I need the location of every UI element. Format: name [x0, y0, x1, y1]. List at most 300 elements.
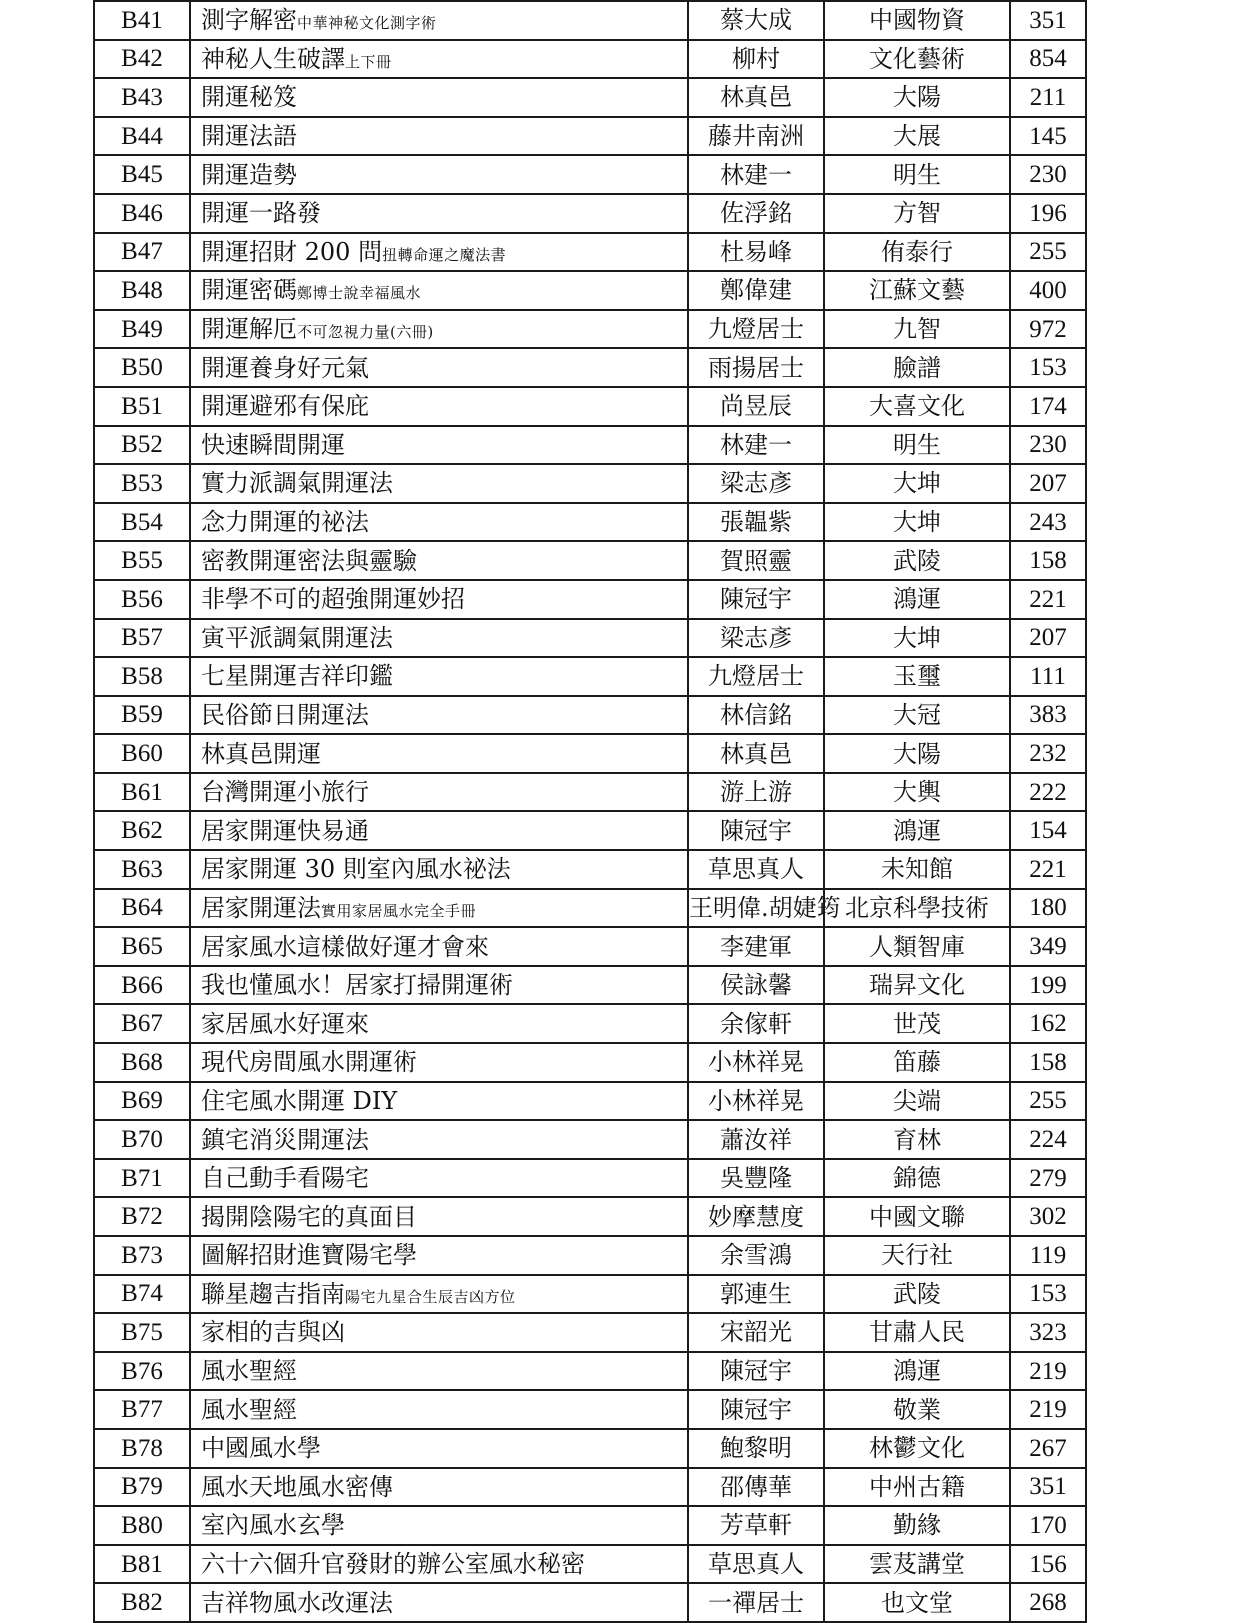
- book-code-cell: B77: [94, 1390, 190, 1429]
- book-author-cell: 鮑黎明: [688, 1429, 824, 1468]
- book-price-cell: 170: [1010, 1506, 1086, 1545]
- book-title-cell: [190, 657, 688, 696]
- book-publisher-cell: 大冠: [824, 696, 1010, 735]
- book-title: 居家開運快易通: [201, 816, 369, 845]
- book-title: 開運秘笈: [201, 83, 297, 112]
- book-author-cell: 蔡大成: [688, 1, 824, 40]
- book-price-cell: 219: [1010, 1352, 1086, 1391]
- book-price-cell: 222: [1010, 773, 1086, 812]
- book-subtitle: 扭轉命運之魔法書: [382, 245, 507, 264]
- book-code-cell: B76: [94, 1352, 190, 1391]
- book-price-cell: 230: [1010, 155, 1086, 194]
- book-title-cell: [190, 310, 688, 349]
- book-publisher-cell: 武陵: [824, 1275, 1010, 1314]
- table-row: [94, 811, 1086, 850]
- book-code-cell: B71: [94, 1159, 190, 1198]
- book-publisher-cell: 世茂: [824, 1004, 1010, 1043]
- book-title: 風水聖經: [201, 1395, 297, 1424]
- book-title-cell: [190, 155, 688, 194]
- book-author-cell: 妙摩慧度: [688, 1197, 824, 1236]
- book-code-cell: B43: [94, 78, 190, 117]
- book-title: 開運招財 200 問: [201, 237, 383, 266]
- book-title: 民俗節日開運法: [201, 700, 369, 729]
- book-code-cell: B64: [94, 889, 190, 928]
- book-publisher-cell: 大坤: [824, 464, 1010, 503]
- book-author-cell: 九燈居士: [688, 657, 824, 696]
- book-publisher-cell: 未知館: [824, 850, 1010, 889]
- book-author-cell: 余雪鴻: [688, 1236, 824, 1275]
- book-title: 吉祥物風水改運法: [201, 1588, 393, 1617]
- book-price-cell: 153: [1010, 1275, 1086, 1314]
- table-row: [94, 541, 1086, 580]
- book-code-cell: B54: [94, 503, 190, 542]
- book-title: 圖解招財進寶陽宅學: [201, 1241, 417, 1270]
- book-title: 測字解密: [201, 6, 297, 35]
- book-title-cell: [190, 1583, 688, 1622]
- book-title: 居家開運法: [201, 893, 321, 922]
- book-author-cell: 林建一: [688, 155, 824, 194]
- book-title-cell: [190, 1159, 688, 1198]
- table-row: [94, 233, 1086, 272]
- book-author-cell: 林建一: [688, 426, 824, 465]
- book-author-cell: 雨揚居士: [688, 348, 824, 387]
- book-price-cell: 180: [1010, 889, 1086, 928]
- book-title-cell: [190, 1275, 688, 1314]
- book-code-cell: B41: [94, 1, 190, 40]
- book-code-cell: B48: [94, 271, 190, 310]
- book-title-cell: [190, 194, 688, 233]
- book-title-cell: [190, 1468, 688, 1507]
- table-row: [94, 271, 1086, 310]
- book-author-cell: 侯詠馨: [688, 966, 824, 1005]
- book-title-cell: [190, 1352, 688, 1391]
- book-author-cell: 王明偉.胡婕筠: [688, 889, 824, 928]
- book-title: 聯星趨吉指南: [201, 1279, 345, 1308]
- book-title: 林真邑開運: [201, 739, 321, 768]
- book-title-cell: [190, 1004, 688, 1043]
- book-code-cell: B66: [94, 966, 190, 1005]
- book-title-cell: [190, 464, 688, 503]
- book-price-cell: 158: [1010, 1043, 1086, 1082]
- book-code-cell: B80: [94, 1506, 190, 1545]
- table-row: [94, 1275, 1086, 1314]
- table-row: [94, 927, 1086, 966]
- book-publisher-cell: 侑泰行: [824, 233, 1010, 272]
- table-row: [94, 1120, 1086, 1159]
- book-title: 揭開陰陽宅的真面目: [201, 1202, 417, 1231]
- book-title: 開運造勢: [201, 160, 297, 189]
- book-list-table: [93, 0, 1087, 1623]
- book-code-cell: B53: [94, 464, 190, 503]
- book-author-cell: 吳豐隆: [688, 1159, 824, 1198]
- book-price-cell: 400: [1010, 271, 1086, 310]
- book-title-cell: [190, 889, 688, 928]
- book-title-cell: [190, 773, 688, 812]
- table-row: [94, 1352, 1086, 1391]
- table-row: [94, 580, 1086, 619]
- book-publisher-cell: 人類智庫: [824, 927, 1010, 966]
- table-row: [94, 1043, 1086, 1082]
- book-subtitle: 不可忽視力量(六冊): [297, 323, 434, 342]
- book-title-cell: [190, 387, 688, 426]
- book-title-cell: [190, 1545, 688, 1584]
- book-author-cell: 藤井南洲: [688, 117, 824, 156]
- book-title: 開運法語: [201, 122, 297, 151]
- book-price-cell: 972: [1010, 310, 1086, 349]
- book-author-cell: 游上游: [688, 773, 824, 812]
- book-publisher-cell: 鴻運: [824, 580, 1010, 619]
- book-publisher-cell: 笛藤: [824, 1043, 1010, 1082]
- book-code-cell: B55: [94, 541, 190, 580]
- table-row: [94, 773, 1086, 812]
- book-price-cell: 219: [1010, 1390, 1086, 1429]
- table-row: [94, 194, 1086, 233]
- book-title: 開運避邪有保庇: [201, 392, 369, 421]
- table-row: [94, 734, 1086, 773]
- book-price-cell: 268: [1010, 1583, 1086, 1622]
- book-publisher-cell: 大展: [824, 117, 1010, 156]
- table-row: [94, 696, 1086, 735]
- book-code-cell: B79: [94, 1468, 190, 1507]
- book-price-cell: 255: [1010, 1082, 1086, 1121]
- book-publisher-cell: 江蘇文藝: [824, 271, 1010, 310]
- book-code-cell: B61: [94, 773, 190, 812]
- book-price-cell: 174: [1010, 387, 1086, 426]
- book-title-cell: [190, 850, 688, 889]
- book-title: 居家開運 30 則室內風水祕法: [201, 855, 511, 884]
- table-row: [94, 1236, 1086, 1275]
- book-price-cell: 154: [1010, 811, 1086, 850]
- table-row: [94, 1, 1086, 40]
- table-row: [94, 1468, 1086, 1507]
- book-code-cell: B73: [94, 1236, 190, 1275]
- table-row: [94, 850, 1086, 889]
- book-code-cell: B81: [94, 1545, 190, 1584]
- book-author-cell: 林真邑: [688, 78, 824, 117]
- book-title: 現代房間風水開運術: [201, 1048, 417, 1077]
- book-title: 密教開運密法與靈驗: [201, 546, 417, 575]
- book-publisher-cell: 文化藝術: [824, 40, 1010, 79]
- table-row: [94, 310, 1086, 349]
- book-code-cell: B59: [94, 696, 190, 735]
- book-author-cell: 小林祥晃: [688, 1082, 824, 1121]
- book-price-cell: 207: [1010, 619, 1086, 658]
- book-title-cell: [190, 1120, 688, 1159]
- book-author-cell: 鄭偉建: [688, 271, 824, 310]
- book-title: 開運密碼: [201, 276, 297, 305]
- book-price-cell: 351: [1010, 1468, 1086, 1507]
- book-title-cell: [190, 78, 688, 117]
- table-row: [94, 889, 1086, 928]
- book-title: 寅平派調氣開運法: [201, 623, 393, 652]
- book-price-cell: 351: [1010, 1, 1086, 40]
- book-publisher-cell: 甘肅人民: [824, 1313, 1010, 1352]
- book-subtitle: 鄭博士說幸福風水: [297, 284, 422, 303]
- table-row: [94, 1583, 1086, 1622]
- book-publisher-cell: 大輿: [824, 773, 1010, 812]
- book-publisher-cell: 明生: [824, 155, 1010, 194]
- book-title: 快速瞬間開運: [201, 430, 345, 459]
- book-title-cell: [190, 117, 688, 156]
- book-title: 風水天地風水密傳: [201, 1472, 393, 1501]
- book-title-cell: [190, 1429, 688, 1468]
- book-publisher-cell: 大喜文化: [824, 387, 1010, 426]
- book-list-body: [94, 1, 1086, 1622]
- book-title-cell: [190, 696, 688, 735]
- book-price-cell: 854: [1010, 40, 1086, 79]
- book-code-cell: B46: [94, 194, 190, 233]
- book-price-cell: 145: [1010, 117, 1086, 156]
- book-author-cell: 小林祥晃: [688, 1043, 824, 1082]
- book-author-cell: 林真邑: [688, 734, 824, 773]
- book-price-cell: 158: [1010, 541, 1086, 580]
- table-row: [94, 1313, 1086, 1352]
- book-title-cell: [190, 40, 688, 79]
- book-publisher-cell: 中國文聯: [824, 1197, 1010, 1236]
- book-author-cell: 陳冠宇: [688, 580, 824, 619]
- book-code-cell: B82: [94, 1583, 190, 1622]
- table-row: [94, 348, 1086, 387]
- book-author-cell: 陳冠宇: [688, 1390, 824, 1429]
- book-publisher-cell: 林鬱文化: [824, 1429, 1010, 1468]
- book-price-cell: 267: [1010, 1429, 1086, 1468]
- table-row: [94, 464, 1086, 503]
- book-author-cell: 宋韶光: [688, 1313, 824, 1352]
- book-publisher-cell: 也文堂: [824, 1583, 1010, 1622]
- book-title: 自己動手看陽宅: [201, 1164, 369, 1193]
- book-price-cell: 230: [1010, 426, 1086, 465]
- book-title: 我也懂風水！居家打掃開運術: [201, 971, 513, 1000]
- book-publisher-cell: 大陽: [824, 78, 1010, 117]
- book-publisher-cell: 明生: [824, 426, 1010, 465]
- book-publisher-cell: 尖端: [824, 1082, 1010, 1121]
- book-title: 居家風水這樣做好運才會來: [201, 932, 489, 961]
- book-code-cell: B42: [94, 40, 190, 79]
- table-row: [94, 426, 1086, 465]
- book-author-cell: 林信銘: [688, 696, 824, 735]
- book-subtitle: 陽宅九星合生辰吉凶方位: [345, 1287, 516, 1306]
- book-price-cell: 255: [1010, 233, 1086, 272]
- book-author-cell: 郭連生: [688, 1275, 824, 1314]
- table-row: [94, 155, 1086, 194]
- table-row: [94, 40, 1086, 79]
- book-author-cell: 柳村: [688, 40, 824, 79]
- book-price-cell: 279: [1010, 1159, 1086, 1198]
- book-code-cell: B52: [94, 426, 190, 465]
- book-author-cell: 草思真人: [688, 850, 824, 889]
- book-title-cell: [190, 1, 688, 40]
- book-title-cell: [190, 619, 688, 658]
- book-code-cell: B56: [94, 580, 190, 619]
- book-code-cell: B75: [94, 1313, 190, 1352]
- book-title-cell: [190, 426, 688, 465]
- book-author-cell: 杜易峰: [688, 233, 824, 272]
- book-title: 實力派調氣開運法: [201, 469, 393, 498]
- book-author-cell: 草思真人: [688, 1545, 824, 1584]
- book-publisher-cell: 瑞昇文化: [824, 966, 1010, 1005]
- table-row: [94, 1506, 1086, 1545]
- book-code-cell: B47: [94, 233, 190, 272]
- book-code-cell: B65: [94, 927, 190, 966]
- book-subtitle: 上下冊: [345, 52, 392, 71]
- book-price-cell: 119: [1010, 1236, 1086, 1275]
- book-price-cell: 302: [1010, 1197, 1086, 1236]
- book-code-cell: B49: [94, 310, 190, 349]
- book-price-cell: 199: [1010, 966, 1086, 1005]
- table-row: [94, 1082, 1086, 1121]
- book-code-cell: B70: [94, 1120, 190, 1159]
- book-title-cell: [190, 966, 688, 1005]
- book-publisher-cell: 大陽: [824, 734, 1010, 773]
- book-code-cell: B78: [94, 1429, 190, 1468]
- book-price-cell: 221: [1010, 580, 1086, 619]
- book-code-cell: B57: [94, 619, 190, 658]
- book-author-cell: 佐浮銘: [688, 194, 824, 233]
- book-title-cell: [190, 1506, 688, 1545]
- book-code-cell: B45: [94, 155, 190, 194]
- table-row: [94, 117, 1086, 156]
- book-publisher-cell: 鴻運: [824, 811, 1010, 850]
- book-code-cell: B72: [94, 1197, 190, 1236]
- book-price-cell: 243: [1010, 503, 1086, 542]
- table-row: [94, 1545, 1086, 1584]
- book-author-cell: 梁志彥: [688, 619, 824, 658]
- book-publisher-cell: 中國物資: [824, 1, 1010, 40]
- book-publisher-cell: 大坤: [824, 503, 1010, 542]
- book-publisher-cell: 中州古籍: [824, 1468, 1010, 1507]
- book-publisher-cell: 天行社: [824, 1236, 1010, 1275]
- book-price-cell: 323: [1010, 1313, 1086, 1352]
- table-row: [94, 1004, 1086, 1043]
- book-author-cell: 九燈居士: [688, 310, 824, 349]
- book-author-cell: 賀照靈: [688, 541, 824, 580]
- book-title: 開運一路發: [201, 199, 321, 228]
- book-title-cell: [190, 1313, 688, 1352]
- book-subtitle: 實用家居風水完全手冊: [321, 901, 477, 920]
- book-title-cell: [190, 1043, 688, 1082]
- book-price-cell: 111: [1010, 657, 1086, 696]
- table-row: [94, 1390, 1086, 1429]
- book-title-cell: [190, 503, 688, 542]
- book-price-cell: 224: [1010, 1120, 1086, 1159]
- book-price-cell: 207: [1010, 464, 1086, 503]
- book-title-cell: [190, 927, 688, 966]
- book-title-cell: [190, 734, 688, 773]
- book-publisher-cell: 鴻運: [824, 1352, 1010, 1391]
- book-publisher-cell: 勤緣: [824, 1506, 1010, 1545]
- book-code-cell: B68: [94, 1043, 190, 1082]
- book-code-cell: B74: [94, 1275, 190, 1314]
- book-title-cell: [190, 811, 688, 850]
- book-code-cell: B60: [94, 734, 190, 773]
- book-title: 住宅風水開運 DIY: [201, 1086, 398, 1115]
- book-title: 七星開運吉祥印鑑: [201, 662, 393, 691]
- table-row: [94, 1159, 1086, 1198]
- book-price-cell: 349: [1010, 927, 1086, 966]
- book-title: 台灣開運小旅行: [201, 778, 369, 807]
- book-price-cell: 232: [1010, 734, 1086, 773]
- book-price-cell: 162: [1010, 1004, 1086, 1043]
- book-author-cell: 尚昱辰: [688, 387, 824, 426]
- book-title-cell: [190, 1197, 688, 1236]
- book-author-cell: 芳草軒: [688, 1506, 824, 1545]
- table-row: [94, 503, 1086, 542]
- book-publisher-cell: 方智: [824, 194, 1010, 233]
- book-author-cell: 蕭汝祥: [688, 1120, 824, 1159]
- book-publisher-cell: 九智: [824, 310, 1010, 349]
- book-code-cell: B63: [94, 850, 190, 889]
- book-code-cell: B62: [94, 811, 190, 850]
- table-row: [94, 1429, 1086, 1468]
- book-title: 中國風水學: [201, 1434, 321, 1463]
- table-row: [94, 966, 1086, 1005]
- book-code-cell: B67: [94, 1004, 190, 1043]
- book-price-cell: 221: [1010, 850, 1086, 889]
- book-title-cell: [190, 541, 688, 580]
- book-author-cell: 一禪居士: [688, 1583, 824, 1622]
- book-title: 室內風水玄學: [201, 1511, 345, 1540]
- book-publisher-cell: 雲芨講堂: [824, 1545, 1010, 1584]
- book-code-cell: B44: [94, 117, 190, 156]
- book-title: 開運解厄: [201, 315, 297, 344]
- table-row: [94, 1197, 1086, 1236]
- book-title: 家居風水好運來: [201, 1009, 369, 1038]
- book-title: 開運養身好元氣: [201, 353, 369, 382]
- book-title: 神秘人生破譯: [201, 44, 345, 73]
- book-title: 六十六個升官發財的辦公室風水秘密: [201, 1550, 585, 1579]
- book-title: 家相的吉與凶: [201, 1318, 345, 1347]
- book-title: 風水聖經: [201, 1357, 297, 1386]
- book-code-cell: B51: [94, 387, 190, 426]
- book-title: 鎮宅消災開運法: [201, 1125, 369, 1154]
- book-price-cell: 196: [1010, 194, 1086, 233]
- book-title: 念力開運的祕法: [201, 508, 369, 537]
- book-author-cell: 陳冠宇: [688, 1352, 824, 1391]
- book-author-cell: 余傢軒: [688, 1004, 824, 1043]
- book-publisher-cell: 臉譜: [824, 348, 1010, 387]
- book-code-cell: B58: [94, 657, 190, 696]
- book-price-cell: 156: [1010, 1545, 1086, 1584]
- book-title-cell: [190, 580, 688, 619]
- book-publisher-cell: 敬業: [824, 1390, 1010, 1429]
- book-title-cell: [190, 1082, 688, 1121]
- book-title-cell: [190, 348, 688, 387]
- book-author-cell: 邵傳華: [688, 1468, 824, 1507]
- book-code-cell: B69: [94, 1082, 190, 1121]
- book-publisher-cell: 玉璽: [824, 657, 1010, 696]
- table-row: [94, 387, 1086, 426]
- book-price-cell: 211: [1010, 78, 1086, 117]
- book-author-cell: 陳冠宇: [688, 811, 824, 850]
- book-author-cell: 張韞紫: [688, 503, 824, 542]
- book-publisher-cell: 北京科學技術: [824, 889, 1010, 928]
- book-title-cell: [190, 233, 688, 272]
- book-author-cell: 梁志彥: [688, 464, 824, 503]
- book-author-cell: 李建軍: [688, 927, 824, 966]
- book-publisher-cell: 武陵: [824, 541, 1010, 580]
- table-row: [94, 78, 1086, 117]
- book-price-cell: 383: [1010, 696, 1086, 735]
- book-title: 非學不可的超強開運妙招: [201, 585, 465, 614]
- book-publisher-cell: 錦德: [824, 1159, 1010, 1198]
- book-publisher-cell: 大坤: [824, 619, 1010, 658]
- table-row: [94, 657, 1086, 696]
- book-publisher-cell: 育林: [824, 1120, 1010, 1159]
- book-code-cell: B50: [94, 348, 190, 387]
- book-price-cell: 153: [1010, 348, 1086, 387]
- table-row: [94, 619, 1086, 658]
- book-title-cell: [190, 271, 688, 310]
